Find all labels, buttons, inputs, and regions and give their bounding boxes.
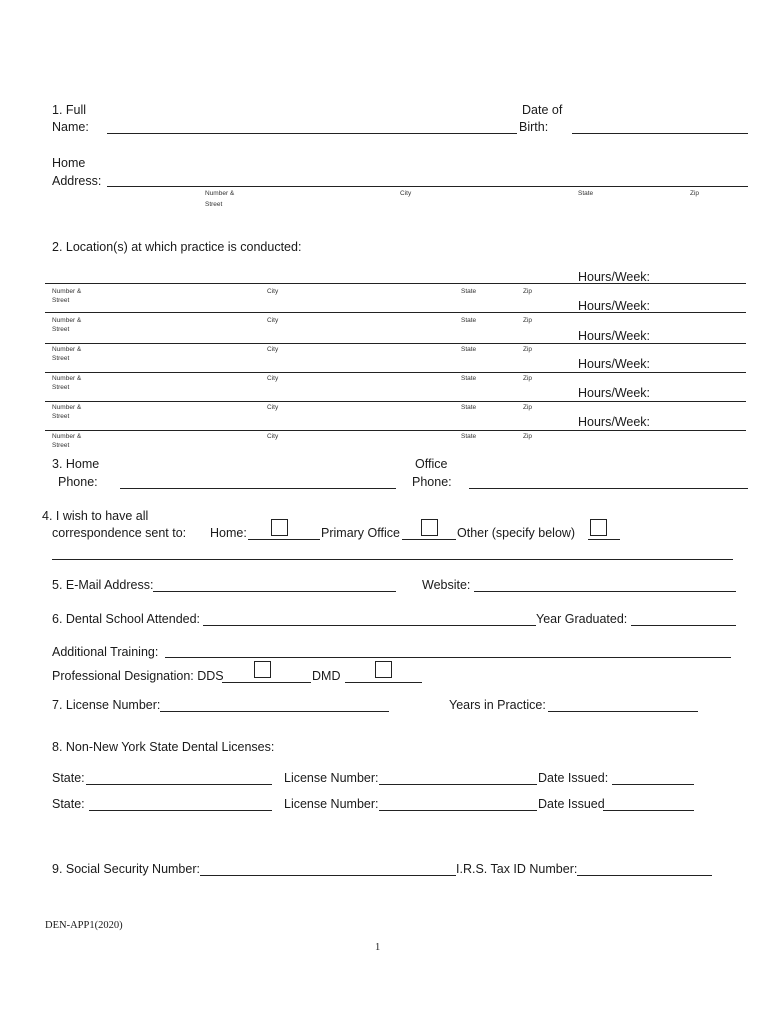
location-city-sublabel: City bbox=[267, 346, 279, 353]
primary-office-label: Primary Office bbox=[321, 526, 400, 540]
full-name-label-2: Name: bbox=[52, 120, 89, 134]
email-field[interactable] bbox=[153, 591, 396, 592]
state-sublabel: State bbox=[578, 190, 594, 197]
correspondence-label: 4. I wish to have all bbox=[42, 509, 149, 523]
dental-school-label: 6. Dental School Attended: bbox=[52, 612, 201, 626]
hours-week-label: Hours/Week: bbox=[578, 386, 651, 400]
home-phone-label: 3. Home bbox=[52, 457, 100, 471]
home-phone-field[interactable] bbox=[120, 488, 396, 489]
home-address-label-2: Address: bbox=[52, 174, 102, 188]
city-sublabel: City bbox=[400, 190, 412, 197]
location-state-sublabel: State bbox=[461, 375, 477, 382]
hours-week-label: Hours/Week: bbox=[578, 270, 651, 284]
location-city-sublabel: City bbox=[267, 317, 279, 324]
office-phone-label-2: Phone: bbox=[412, 475, 452, 489]
location-state-sublabel: State bbox=[461, 346, 477, 353]
dental-school-field[interactable] bbox=[203, 625, 536, 626]
email-label: 5. E-Mail Address: bbox=[52, 578, 154, 592]
location-zip-sublabel: Zip bbox=[523, 404, 533, 411]
date-issued-field-1[interactable] bbox=[612, 784, 694, 785]
hours-week-label: Hours/Week: bbox=[578, 299, 651, 313]
hours-week-label: Hours/Week: bbox=[578, 329, 651, 343]
hours-week-label: Hours/Week: bbox=[578, 357, 651, 371]
location-number-sublabel: Number & bbox=[52, 317, 82, 324]
year-graduated-label: Year Graduated: bbox=[536, 612, 628, 626]
location-zip-sublabel: Zip bbox=[523, 288, 533, 295]
designation-label: Professional Designation: DDS bbox=[52, 669, 224, 683]
date-issued-field-2[interactable] bbox=[603, 810, 694, 811]
office-phone-field[interactable] bbox=[469, 488, 748, 489]
license-number-field-1[interactable] bbox=[379, 784, 537, 785]
location-field[interactable] bbox=[45, 372, 746, 373]
location-zip-sublabel: Zip bbox=[523, 433, 533, 440]
other-label: Other (specify below) bbox=[457, 526, 576, 540]
location-field[interactable] bbox=[45, 343, 746, 344]
location-street-sublabel: Street bbox=[52, 442, 70, 449]
additional-training-label: Additional Training: bbox=[52, 645, 159, 659]
location-number-sublabel: Number & bbox=[52, 404, 82, 411]
other-line bbox=[588, 539, 620, 540]
primary-office-checkbox[interactable] bbox=[421, 519, 438, 536]
location-zip-sublabel: Zip bbox=[523, 346, 533, 353]
additional-training-field[interactable] bbox=[165, 657, 731, 658]
location-number-sublabel: Number & bbox=[52, 433, 82, 440]
location-number-sublabel: Number & bbox=[52, 346, 82, 353]
location-street-sublabel: Street bbox=[52, 413, 70, 420]
locations-title: 2. Location(s) at which practice is conducted: bbox=[52, 240, 302, 254]
location-zip-sublabel: Zip bbox=[523, 375, 533, 382]
full-name-field[interactable] bbox=[107, 133, 517, 134]
location-city-sublabel: City bbox=[267, 375, 279, 382]
location-street-sublabel: Street bbox=[52, 297, 70, 304]
location-state-sublabel: State bbox=[461, 404, 477, 411]
state-field-1[interactable] bbox=[86, 784, 272, 785]
dmd-label: DMD bbox=[312, 669, 341, 683]
year-graduated-field[interactable] bbox=[631, 625, 736, 626]
location-city-sublabel: City bbox=[267, 404, 279, 411]
home-address-label: Home bbox=[52, 156, 86, 170]
website-label: Website: bbox=[422, 578, 471, 592]
state-field-2[interactable] bbox=[89, 810, 272, 811]
home-phone-label-2: Phone: bbox=[58, 475, 98, 489]
page-number: 1 bbox=[375, 942, 381, 953]
hours-week-label: Hours/Week: bbox=[578, 415, 651, 429]
dmd-line bbox=[345, 682, 422, 683]
location-field[interactable] bbox=[45, 312, 746, 313]
office-phone-label: Office bbox=[415, 457, 448, 471]
location-zip-sublabel: Zip bbox=[523, 317, 533, 324]
website-field[interactable] bbox=[474, 591, 736, 592]
state-label-2: State: bbox=[52, 797, 85, 811]
full-name-label: 1. Full bbox=[52, 103, 87, 117]
tax-id-field[interactable] bbox=[577, 875, 712, 876]
location-field[interactable] bbox=[45, 283, 746, 284]
correspondence-label-2: correspondence sent to: bbox=[52, 526, 187, 540]
license-number-label: 7. License Number: bbox=[52, 698, 161, 712]
location-city-sublabel: City bbox=[267, 288, 279, 295]
location-field[interactable] bbox=[45, 401, 746, 402]
state-label-1: State: bbox=[52, 771, 85, 785]
dmd-checkbox[interactable] bbox=[375, 661, 392, 678]
location-street-sublabel: Street bbox=[52, 384, 70, 391]
other-checkbox[interactable] bbox=[590, 519, 607, 536]
license-number-label-2: License Number: bbox=[284, 797, 379, 811]
location-state-sublabel: State bbox=[461, 288, 477, 295]
license-number-field[interactable] bbox=[160, 711, 389, 712]
number-sublabel: Number & bbox=[205, 190, 235, 197]
other-specify-field[interactable] bbox=[52, 559, 733, 560]
location-street-sublabel: Street bbox=[52, 355, 70, 362]
license-number-label-1: License Number: bbox=[284, 771, 379, 785]
zip-sublabel: Zip bbox=[690, 190, 700, 197]
non-ny-licenses-title: 8. Non-New York State Dental Licenses: bbox=[52, 740, 275, 754]
date-issued-label-2: Date Issued bbox=[538, 797, 605, 811]
dob-label: Date of bbox=[522, 103, 563, 117]
street-sublabel: Street bbox=[205, 201, 223, 208]
location-state-sublabel: State bbox=[461, 433, 477, 440]
location-city-sublabel: City bbox=[267, 433, 279, 440]
license-number-field-2[interactable] bbox=[379, 810, 537, 811]
tax-id-label: I.R.S. Tax ID Number: bbox=[456, 862, 578, 876]
date-issued-label-1: Date Issued: bbox=[538, 771, 609, 785]
years-in-practice-label: Years in Practice: bbox=[449, 698, 546, 712]
location-number-sublabel: Number & bbox=[52, 288, 82, 295]
location-state-sublabel: State bbox=[461, 317, 477, 324]
home-address-field[interactable] bbox=[107, 186, 748, 187]
years-in-practice-field[interactable] bbox=[548, 711, 698, 712]
home-checkbox[interactable] bbox=[271, 519, 288, 536]
dob-label-2: Birth: bbox=[519, 120, 549, 134]
ssn-label: 9. Social Security Number: bbox=[52, 862, 200, 876]
ssn-field[interactable] bbox=[200, 875, 456, 876]
dob-field[interactable] bbox=[572, 133, 748, 134]
home-option-line bbox=[248, 539, 320, 540]
form-code: DEN-APP1(2020) bbox=[45, 920, 123, 931]
location-number-sublabel: Number & bbox=[52, 375, 82, 382]
primary-office-line bbox=[402, 539, 456, 540]
home-option-label: Home: bbox=[210, 526, 247, 540]
location-street-sublabel: Street bbox=[52, 326, 70, 333]
location-field[interactable] bbox=[45, 430, 746, 431]
dds-checkbox[interactable] bbox=[254, 661, 271, 678]
dds-line bbox=[222, 682, 311, 683]
